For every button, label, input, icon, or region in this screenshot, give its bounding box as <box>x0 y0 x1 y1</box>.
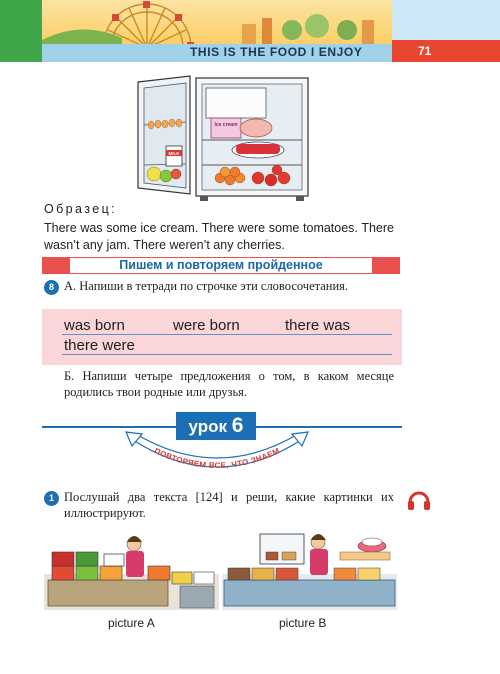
exercise-number-badge: 1 <box>44 491 59 506</box>
picture-a-label: picture A <box>108 616 155 630</box>
shop-illustration-a <box>44 528 219 615</box>
picture-b-label: picture B <box>279 616 327 630</box>
exercise-1-text: Послушай два текста [124] и реши, какие картинки их иллюстрируют. <box>64 490 394 520</box>
header-color-tab <box>0 0 42 62</box>
lesson-word: урок <box>188 417 228 436</box>
exercise-8a-text: А. Напиши в тетради по строчке эти словосочетания. <box>64 279 349 293</box>
header-sky <box>392 0 500 40</box>
shop-illustration-b <box>222 522 397 615</box>
phrase: was born <box>64 317 125 334</box>
lesson-number: 6 <box>231 414 244 437</box>
writing-line <box>62 354 392 355</box>
chapter-title: THIS IS THE FOOD I ENJOY <box>190 45 363 59</box>
exercise-8b-text: Б. Напиши четыре предложения о том, в каком месяце родились твои родные или друзья. <box>64 369 394 399</box>
svg-text:ПОВТОРЯЕМ ВСЕ, ЧТО ЗНАЕМ: ПОВТОРЯЕМ ВСЕ, ЧТО ЗНАЕМ <box>152 446 282 471</box>
lesson-subtitle-arc <box>120 430 315 495</box>
svg-text:Ice cream: Ice cream <box>214 122 238 128</box>
exercise-number-badge: 8 <box>44 280 59 295</box>
fridge-illustration <box>128 70 318 210</box>
svg-text:MILK: MILK <box>168 151 180 156</box>
phrase: there was <box>285 317 351 334</box>
sample-label: Образец: <box>44 202 118 216</box>
phrase: there were <box>64 337 135 354</box>
page-number: 71 <box>418 44 432 58</box>
sample-text: There was some ice cream. There were some tomatoes. There wasn’t any jam. There weren’t any cherries. <box>44 221 394 252</box>
section-banner-title: Пишем и повторяем пройденное <box>119 258 323 272</box>
writing-line <box>62 334 392 335</box>
page-number-tab <box>392 40 500 62</box>
headphones-icon <box>406 487 432 518</box>
phrase: were born <box>173 317 240 334</box>
